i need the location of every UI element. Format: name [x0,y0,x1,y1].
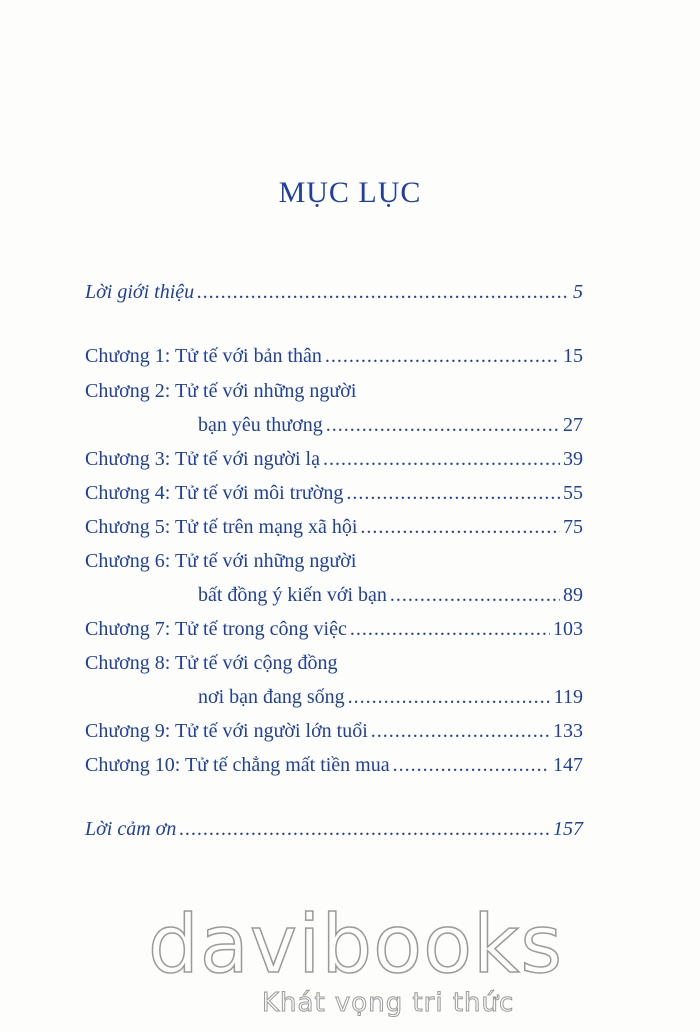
toc-entry-chapter-8-cont[interactable] [198,686,583,716]
toc-page-number: 147 [553,754,583,776]
leader-dots [393,754,550,777]
chapter-title: Tử tế trong công việc [174,618,347,640]
toc-entry-chapter-5[interactable] [85,516,583,546]
page-title: MỤC LỤC [278,176,422,209]
chapter-number: Chương 5: [85,516,171,538]
toc-page-number: 15 [563,345,583,367]
chapter-title: Tử tế với người lớn tuổi [174,720,368,742]
toc-entry-chapter-6[interactable] [85,550,583,580]
toc-entry-chapter-3[interactable] [85,448,583,478]
leader-dots [325,345,560,368]
toc-entry-chapter-9[interactable] [85,720,583,750]
chapter-title-cont: bạn yêu thương [198,414,323,436]
toc-entry-chapter-10[interactable] [85,754,583,784]
toc-entry-chapter-6-cont[interactable] [198,584,583,614]
toc-page-number: 5 [573,281,583,303]
toc-entry-acknowledgements[interactable] [85,818,583,848]
leader-dots [346,482,560,505]
leader-dots [371,720,550,743]
chapter-title: Tử tế chẳng mất tiền mua [184,754,390,776]
toc-entry-chapter-7[interactable] [85,618,583,648]
chapter-number: Chương 8: [85,652,171,674]
toc-page-number: 157 [553,818,583,840]
chapter-number: Chương 9: [85,720,171,742]
leader-dots [348,686,551,709]
leader-dots [323,448,560,471]
toc-page-number: 119 [553,686,583,708]
toc-entry-chapter-2-cont[interactable] [198,414,583,444]
watermark-slogan: Khát vọng tri thức [262,988,515,1018]
toc-entry-intro[interactable] [85,281,583,311]
toc-page-number: 89 [563,584,583,606]
chapter-title: Tử tế với bản thân [174,345,322,367]
chapter-title: Tử tế với những người [174,550,357,572]
leader-dots [350,618,550,641]
toc-page-number: 75 [563,516,583,538]
toc-page-number: 39 [563,448,583,470]
toc-page-number: 55 [563,482,583,504]
chapter-number: Chương 6: [85,550,171,572]
chapter-title: Tử tế với người lạ [174,448,320,470]
leader-dots [197,281,570,304]
toc-entry-label: Lời cảm ơn [85,818,177,840]
toc-entry-chapter-4[interactable] [85,482,583,512]
leader-dots [326,414,560,437]
toc-entry-label: Lời giới thiệu [85,281,195,303]
chapter-number: Chương 7: [85,618,171,640]
chapter-title: Tử tế trên mạng xã hội [174,516,358,538]
toc-page-number: 133 [553,720,583,742]
chapter-title: Tử tế với những người [174,380,357,402]
toc-entry-chapter-8[interactable] [85,652,583,682]
chapter-title: Tử tế với cộng đồng [174,652,338,674]
toc-page-number: 103 [553,618,583,640]
chapter-number: Chương 2: [85,380,171,402]
leader-dots [179,818,550,841]
chapter-title-cont: nơi bạn đang sống [198,686,345,708]
leader-dots [390,584,560,607]
toc-page-number: 27 [563,414,583,436]
watermark-brand: davibooks [148,898,564,991]
chapter-number: Chương 10: [85,754,181,776]
toc-entry-chapter-2[interactable] [85,380,583,410]
chapter-number: Chương 1: [85,345,171,367]
chapter-title: Tử tế với môi trường [174,482,344,504]
leader-dots [360,516,560,539]
chapter-title-cont: bất đồng ý kiến với bạn [198,584,387,606]
chapter-number: Chương 4: [85,482,171,504]
chapter-number: Chương 3: [85,448,171,470]
toc-entry-chapter-1[interactable] [85,345,583,375]
